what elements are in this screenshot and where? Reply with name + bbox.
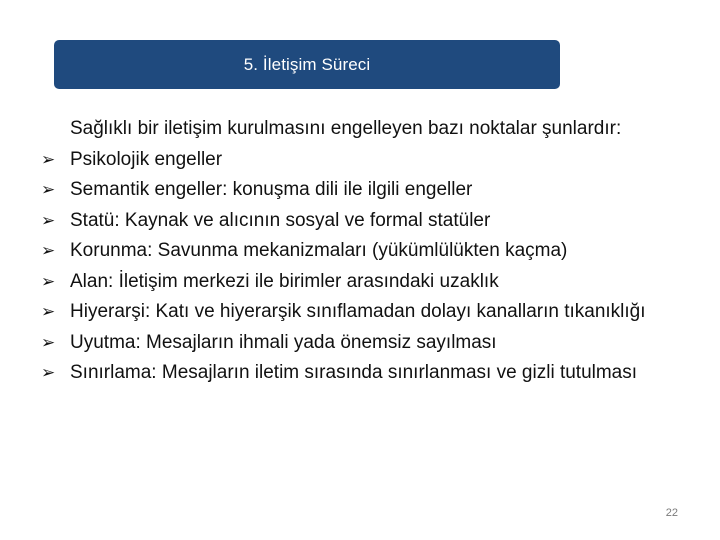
- bullet-text: Statü: Kaynak ve alıcının sosyal ve formal statüler: [70, 209, 491, 231]
- bullet-list: [41, 148, 670, 385]
- slide-title: 5. İletişim Süreci: [243, 54, 371, 74]
- bullet-text: Uyutma: Mesajların ihmali yada önemsiz sayılması: [70, 331, 497, 353]
- bullet-text: Hiyerarşi: Katı ve hiyerarşik sınıflamadan dolayı kanalların tıkanıklığı: [70, 301, 646, 322]
- title-bar: [54, 40, 560, 89]
- arrowhead-bullet-icon: ➢: [41, 241, 56, 260]
- bullet-item: [41, 331, 670, 355]
- arrowhead-bullet-icon: ➢: [41, 302, 56, 321]
- arrowhead-bullet-icon: ➢: [41, 363, 56, 382]
- bullet-item: [41, 209, 670, 233]
- bullet-item: [41, 239, 670, 263]
- bullet-text: Korunma: Savunma mekanizmaları (yükümlülükten kaçma): [70, 240, 568, 261]
- arrowhead-bullet-icon: ➢: [41, 271, 56, 291]
- bullet-item: [41, 148, 670, 172]
- bullet-text: Psikolojik engeller: [70, 148, 223, 170]
- arrowhead-bullet-icon: ➢: [41, 332, 56, 352]
- slide-content: [41, 117, 670, 392]
- bullet-item: [41, 270, 670, 294]
- arrowhead-bullet-icon: ➢: [41, 210, 56, 230]
- bullet-text: Semantik engeller: konuşma dili ile ilgili engeller: [70, 179, 473, 200]
- arrowhead-bullet-icon: ➢: [41, 180, 56, 199]
- bullet-text: Alan: İletişim merkezi ile birimler arasındaki uzaklık: [70, 270, 499, 292]
- page-number: 22: [665, 507, 678, 519]
- bullet-text: Sınırlama: Mesajların iletim sırasında sınırlanması ve gizli tutulması: [70, 362, 638, 383]
- intro-text: Sağlıklı bir iletişim kurulmasını engelleyen bazı noktalar şunlardır:: [70, 118, 622, 139]
- bullet-item: [41, 361, 670, 385]
- arrowhead-bullet-icon: ➢: [41, 149, 56, 169]
- bullet-item: [41, 178, 670, 202]
- bullet-item: [41, 300, 670, 324]
